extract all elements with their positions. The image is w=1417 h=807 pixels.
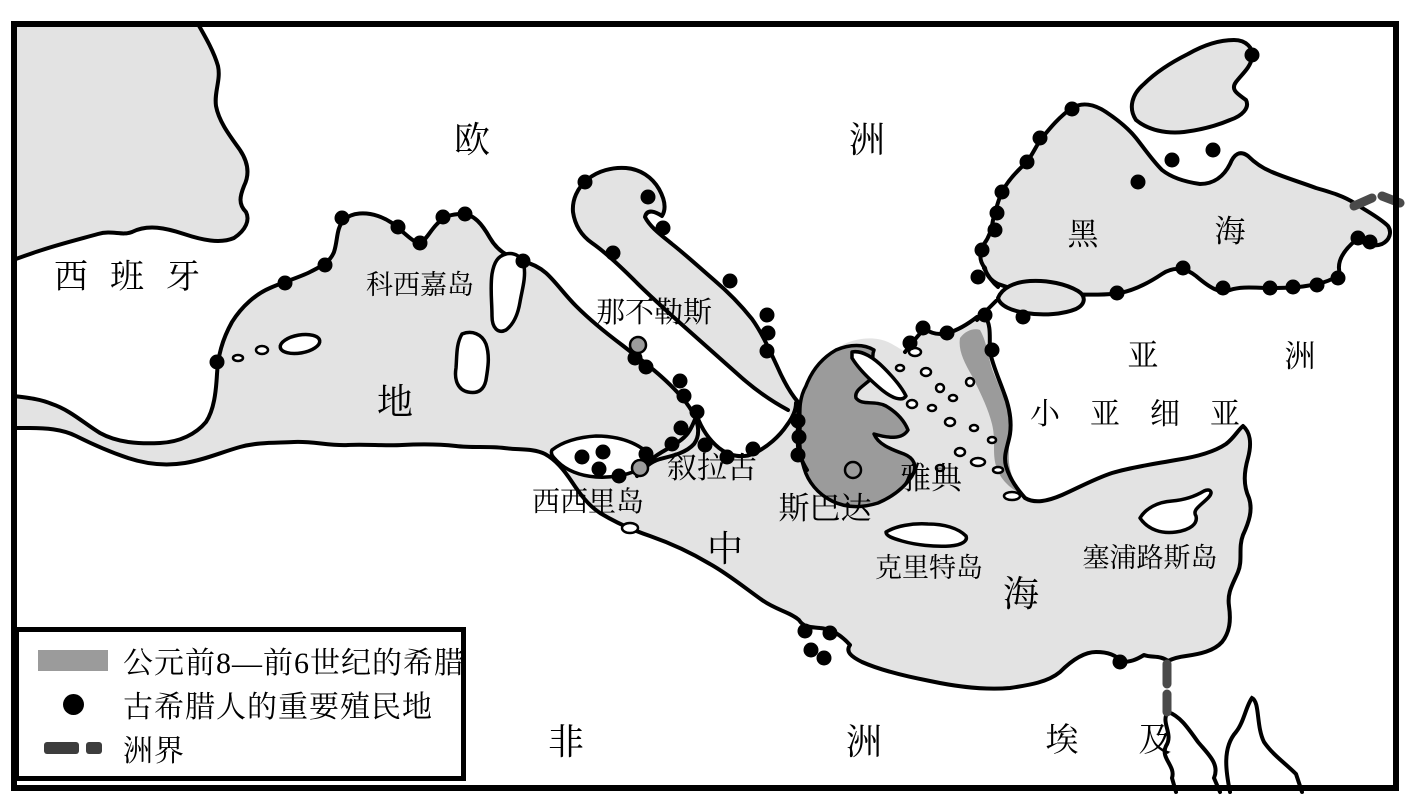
colony-dot xyxy=(975,243,990,258)
colony-dot xyxy=(1113,655,1128,670)
colony-dot xyxy=(210,355,225,370)
map-label-black-sea-2: 海 xyxy=(1214,214,1246,249)
map-label-med-1: 地 xyxy=(376,382,414,422)
colony-dot xyxy=(413,236,428,251)
colony-dot xyxy=(698,438,713,453)
colony-dot xyxy=(436,210,451,225)
map-label-sicily: 西西里岛 xyxy=(531,487,645,518)
map-label-naples: 那不勒斯 xyxy=(595,297,713,329)
map-label-egypt-2: 及 xyxy=(1138,723,1172,759)
colony-dot xyxy=(1065,102,1080,117)
nile-river xyxy=(1165,698,1302,792)
colony-dot xyxy=(318,258,333,273)
colony-dot xyxy=(639,360,654,375)
colony-dot xyxy=(903,336,918,351)
colony-dot xyxy=(690,405,705,420)
map-label-athens: 雅典 xyxy=(900,461,962,496)
continent-boundary-dash xyxy=(1354,198,1372,206)
colony-dot xyxy=(1020,155,1035,170)
legend-label: 古希腊人的重要殖民地 xyxy=(123,691,433,724)
colony-dot xyxy=(458,207,473,222)
colony-dot xyxy=(677,389,692,404)
map-label-asia-2: 洲 xyxy=(1284,339,1316,374)
colony-dot xyxy=(596,445,611,460)
colony-dot xyxy=(1216,281,1231,296)
colony-dot xyxy=(335,211,350,226)
legend-label: 公元前8—前6世纪的希腊 xyxy=(123,647,465,680)
colony-dot xyxy=(985,343,1000,358)
colony-dot xyxy=(1165,153,1180,168)
colony-dot xyxy=(592,462,607,477)
colony-dot xyxy=(990,206,1005,221)
map-label-spain: 西班牙 xyxy=(54,259,222,296)
colony-dot xyxy=(1363,235,1378,250)
city-marker-叙拉古 xyxy=(632,460,648,476)
map-label-crete: 克里特岛 xyxy=(875,553,983,583)
legend-label: 洲界 xyxy=(123,735,185,768)
menorca-island xyxy=(256,346,268,354)
sea-of-marmara xyxy=(998,281,1084,315)
map-label-europe-1: 欧 xyxy=(453,120,491,160)
colony-dot xyxy=(971,270,986,285)
map-label-europe-2: 洲 xyxy=(848,120,886,160)
colony-dot xyxy=(391,220,406,235)
map-label-syracuse: 叙拉古 xyxy=(667,452,757,485)
colony-dot xyxy=(674,421,689,436)
colony-dot xyxy=(1286,280,1301,295)
map-label-asia-minor: 小亚细亚 xyxy=(1030,398,1270,431)
colony-dot xyxy=(1110,286,1125,301)
colony-dot xyxy=(606,246,621,261)
ibiza-island xyxy=(233,355,243,361)
legend-item-continent-boundary xyxy=(23,726,457,770)
colony-dot xyxy=(723,274,738,289)
colony-dot xyxy=(760,344,775,359)
colony-dot xyxy=(1016,310,1031,325)
colony-dot xyxy=(792,430,807,445)
colony-dot xyxy=(1263,281,1278,296)
colony-dot xyxy=(798,624,813,639)
colony-dot xyxy=(1245,48,1260,63)
colony-dot xyxy=(791,414,806,429)
map-label-med-2: 中 xyxy=(706,529,744,569)
legend-item-greek-area xyxy=(23,638,465,682)
colony-dot xyxy=(1331,271,1346,286)
city-marker-斯巴达 xyxy=(845,462,861,478)
map-label-med-3: 海 xyxy=(1002,574,1040,614)
malta-island xyxy=(622,523,638,533)
colony-dot xyxy=(823,626,838,641)
colony-dot xyxy=(995,185,1010,200)
colony-dot xyxy=(916,321,931,336)
map-label-sparta: 斯巴达 xyxy=(778,491,872,526)
colony-dot xyxy=(656,221,671,236)
colony-dot xyxy=(804,643,819,658)
colony-dot xyxy=(673,374,688,389)
map-label-africa-2: 洲 xyxy=(845,722,883,762)
continent-boundary-swatch xyxy=(23,742,123,754)
colony-dot xyxy=(1206,143,1221,158)
colony-dot xyxy=(760,308,775,323)
map-label-corsica: 科西嘉岛 xyxy=(366,270,474,300)
colony-dot xyxy=(940,326,955,341)
colony-dot xyxy=(578,175,593,190)
map-label-africa-1: 非 xyxy=(547,722,585,762)
colony-dot xyxy=(791,448,806,463)
colony-dot xyxy=(1033,131,1048,146)
bay-of-biscay-sea xyxy=(13,24,248,260)
colony-dot xyxy=(575,450,590,465)
map-label-black-sea-1: 黑 xyxy=(1067,217,1099,252)
colony-dot xyxy=(761,326,776,341)
colony-dot xyxy=(1131,175,1146,190)
colony-dot xyxy=(978,308,993,323)
legend-item-colony-dot xyxy=(23,682,457,726)
colony-dot xyxy=(1176,261,1191,276)
colony-dot xyxy=(817,651,832,666)
map-label-asia-1: 亚 xyxy=(1127,338,1159,373)
greek-area-swatch xyxy=(23,650,123,671)
sardinia-island xyxy=(456,332,489,392)
city-marker-那不勒斯 xyxy=(630,337,646,353)
sea-of-azov xyxy=(1132,40,1252,133)
colony-dot xyxy=(1310,278,1325,293)
colony-dot xyxy=(516,254,531,269)
colony-dot xyxy=(641,190,656,205)
colony-dot xyxy=(665,437,680,452)
colony-dot xyxy=(612,469,627,484)
map-label-egypt-1: 埃 xyxy=(1045,723,1079,759)
map-legend xyxy=(14,627,466,781)
colony-dot-swatch xyxy=(23,694,123,715)
map-label-cyprus: 塞浦路斯岛 xyxy=(1082,543,1218,573)
colony-dot xyxy=(278,276,293,291)
colony-dot xyxy=(988,223,1003,238)
